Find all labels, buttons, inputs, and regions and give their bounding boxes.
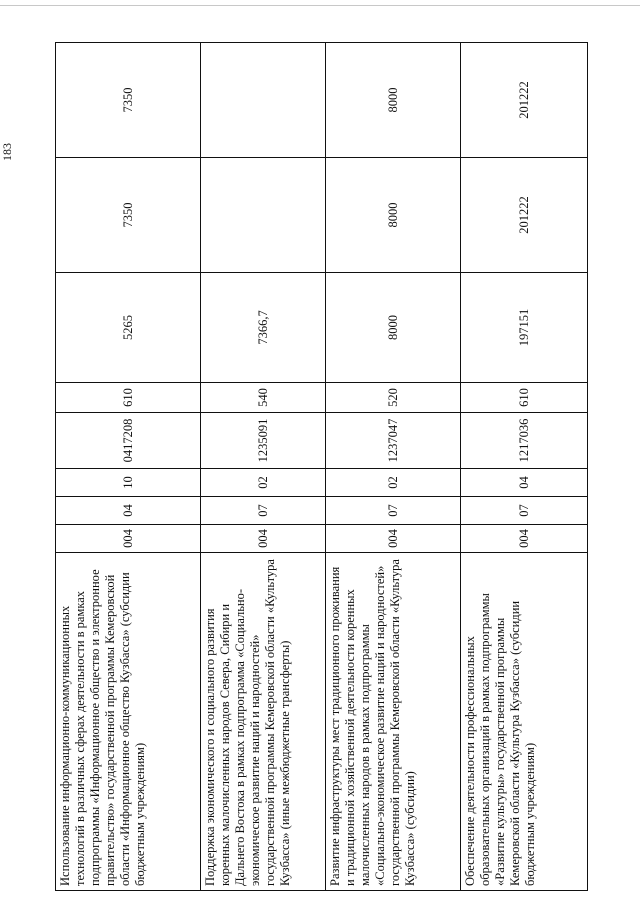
top-rule [0, 5, 640, 6]
cell-section: 07 [201, 496, 326, 524]
cell-amount-year-2: 8000 [326, 157, 461, 272]
row-description: Обеспечение деятельности профессиональных образовательных организаций в рамках подпрограммы «Развитие культуры» государственной программы Кемеровской области «Культура Кузбасса» (субсидии бюджетным учреждениям) [461, 552, 588, 890]
cell-amount-year-3: 201222 [461, 42, 588, 157]
cell-amount-year-1: 8000 [326, 272, 461, 382]
cell-admin-code: 004 [461, 524, 588, 552]
cell-target-article: 1237047 [326, 412, 461, 468]
cell-amount-year-2: 201222 [461, 157, 588, 272]
cell-admin-code: 004 [201, 524, 326, 552]
row-description: Поддержка экономического и социального развития коренных малочисленных народов Севера, Сибири и Дальнего Востока в рамках подпрограмма «Социально-экономическое развитие наций и народностей» государственной программы Кемеровской области «Культура Кузбасса» (иные межбюджетные трансферты) [201, 552, 326, 890]
cell-section: 07 [461, 496, 588, 524]
cell-amount-year-3 [201, 42, 326, 157]
page-number: 183 [0, 143, 14, 161]
cell-expense-type: 610 [461, 382, 588, 412]
cell-subsection: 04 [461, 468, 588, 496]
row-description: Развитие инфраструктуры мест традиционного проживания и традиционной хозяйственной деятельности коренных малочисленных народов в рамках подпрограммы «Социально-экономическое развитие наций и народностей» государственной программы Кемеровской области «Культура Кузбасса» (субсидии) [326, 552, 461, 890]
budget-table-wrapper [55, 43, 587, 891]
cell-amount-year-3: 8000 [326, 42, 461, 157]
table-row [326, 42, 461, 890]
cell-section: 04 [56, 496, 201, 524]
cell-expense-type: 610 [56, 382, 201, 412]
page-number-container [0, 0, 15, 452]
cell-expense-type: 520 [326, 382, 461, 412]
cell-amount-year-2 [201, 157, 326, 272]
cell-admin-code: 004 [56, 524, 201, 552]
cell-subsection: 02 [326, 468, 461, 496]
cell-target-article: 1235091 [201, 412, 326, 468]
cell-amount-year-2: 7350 [56, 157, 201, 272]
cell-admin-code: 004 [326, 524, 461, 552]
row-description: Использование информационно-коммуникационных технологий в различных сферах деятельности в рамках подпрограммы «Информационное общество и электронное правительство» государственной программы Кемеровской области «Информационное общество Кузбасса» (субсидии бюджетным учреждениям) [56, 552, 201, 890]
cell-expense-type: 540 [201, 382, 326, 412]
table-row [56, 42, 201, 890]
cell-target-article: 0417208 [56, 412, 201, 468]
cell-section: 07 [326, 496, 461, 524]
budget-table [55, 42, 588, 891]
table-row [201, 42, 326, 890]
cell-subsection: 10 [56, 468, 201, 496]
cell-amount-year-3: 7350 [56, 42, 201, 157]
cell-target-article: 1217036 [461, 412, 588, 468]
cell-subsection: 02 [201, 468, 326, 496]
cell-amount-year-1: 5265 [56, 272, 201, 382]
cell-amount-year-1: 7366,7 [201, 272, 326, 382]
table-row [461, 42, 588, 890]
cell-amount-year-1: 197151 [461, 272, 588, 382]
table-body [56, 42, 588, 890]
